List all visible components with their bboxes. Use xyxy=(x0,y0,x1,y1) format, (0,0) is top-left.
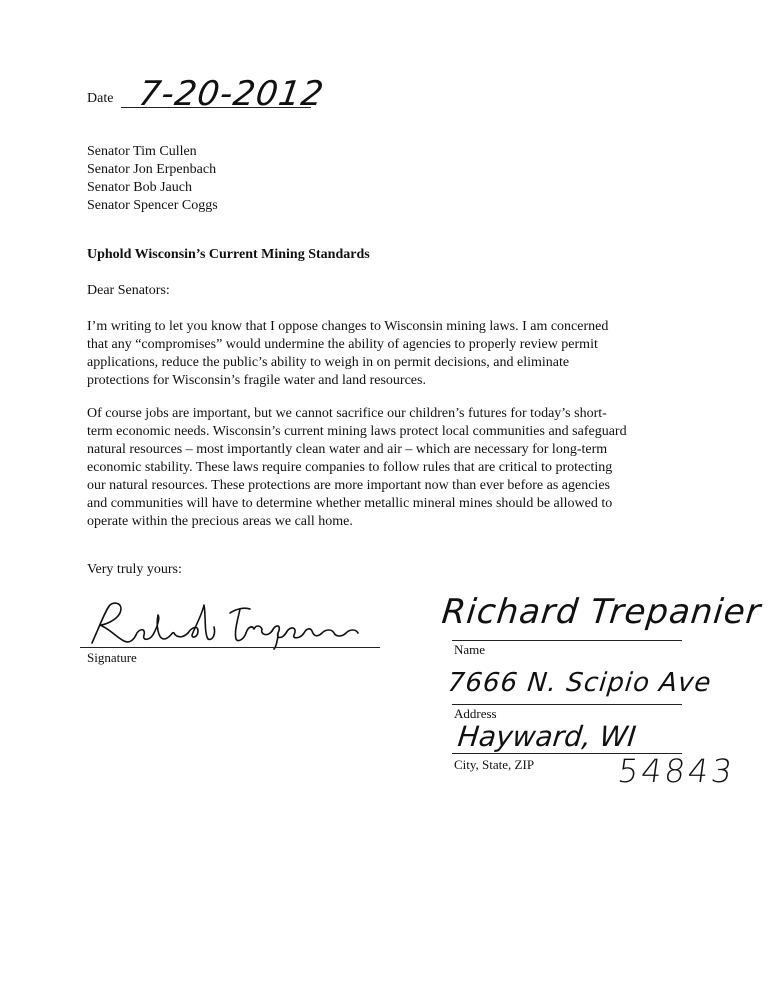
address-field xyxy=(446,660,714,721)
paragraph-line: Of course jobs are important, but we cannot sacrifice our children’s futures for today’s short- xyxy=(87,406,607,421)
signature-label: Signature xyxy=(87,650,137,665)
name-line xyxy=(452,640,682,641)
signature-line xyxy=(80,647,380,648)
paragraph-line: that any “compromises” would undermine the ability of agencies to properly review permit xyxy=(87,337,598,352)
paragraph-line: our natural resources. These protections are more important now than ever before as agencies xyxy=(87,478,610,493)
paragraph-line: applications, reduce the public’s ability to weigh in on permit decisions, and eliminate xyxy=(87,355,570,370)
city-label: City, State, ZIP xyxy=(454,757,535,772)
body-paragraph xyxy=(87,405,707,531)
handwritten-zip: 54843 xyxy=(615,752,738,790)
paragraph-line: I’m writing to let you know that I oppose changes to Wisconsin mining laws. I am concerned xyxy=(87,319,609,334)
paragraph-line: and communities will have to determine whether metallic mineral mines should be allowed to xyxy=(87,496,613,511)
date-field xyxy=(87,74,327,114)
handwritten-city: Hayward, WI xyxy=(456,720,638,753)
paragraph-line: operate within the precious areas we call home. xyxy=(87,514,353,529)
handwritten-address: 7666 N. Scipio Ave xyxy=(446,668,714,698)
recipient-list xyxy=(87,143,218,215)
recipient-line: Senator Spencer Coggs xyxy=(87,198,218,213)
paragraph-line: term economic needs. Wisconsin’s current mining laws protect local communities and safeguard xyxy=(87,424,627,439)
address-line xyxy=(452,704,682,705)
closing-line: Very truly yours: xyxy=(87,562,182,577)
handwritten-signature xyxy=(80,595,400,650)
recipient-line: Senator Tim Cullen xyxy=(87,144,197,159)
body-paragraph xyxy=(87,318,707,390)
paragraph-line: natural resources – most importantly clean water and air – which are necessary for long-term xyxy=(87,442,608,457)
paragraph-line: economic stability. These laws require companies to follow rules that are critical to protecting xyxy=(87,460,613,475)
letter-subject: Uphold Wisconsin’s Current Mining Standards xyxy=(87,247,370,262)
date-value: 7-20-2012 xyxy=(136,74,327,114)
recipient-line: Senator Jon Erpenbach xyxy=(87,162,217,177)
date-label: Date xyxy=(87,91,114,106)
handwritten-name: Richard Trepanier xyxy=(439,592,763,632)
signature-block xyxy=(80,595,400,670)
address-label: Address xyxy=(454,706,497,721)
recipient-line: Senator Bob Jauch xyxy=(87,180,192,195)
paragraph-line: protections for Wisconsin’s fragile water and land resources. xyxy=(87,373,426,388)
name-label: Name xyxy=(454,642,486,657)
salutation: Dear Senators: xyxy=(87,283,170,298)
name-field xyxy=(439,590,763,657)
